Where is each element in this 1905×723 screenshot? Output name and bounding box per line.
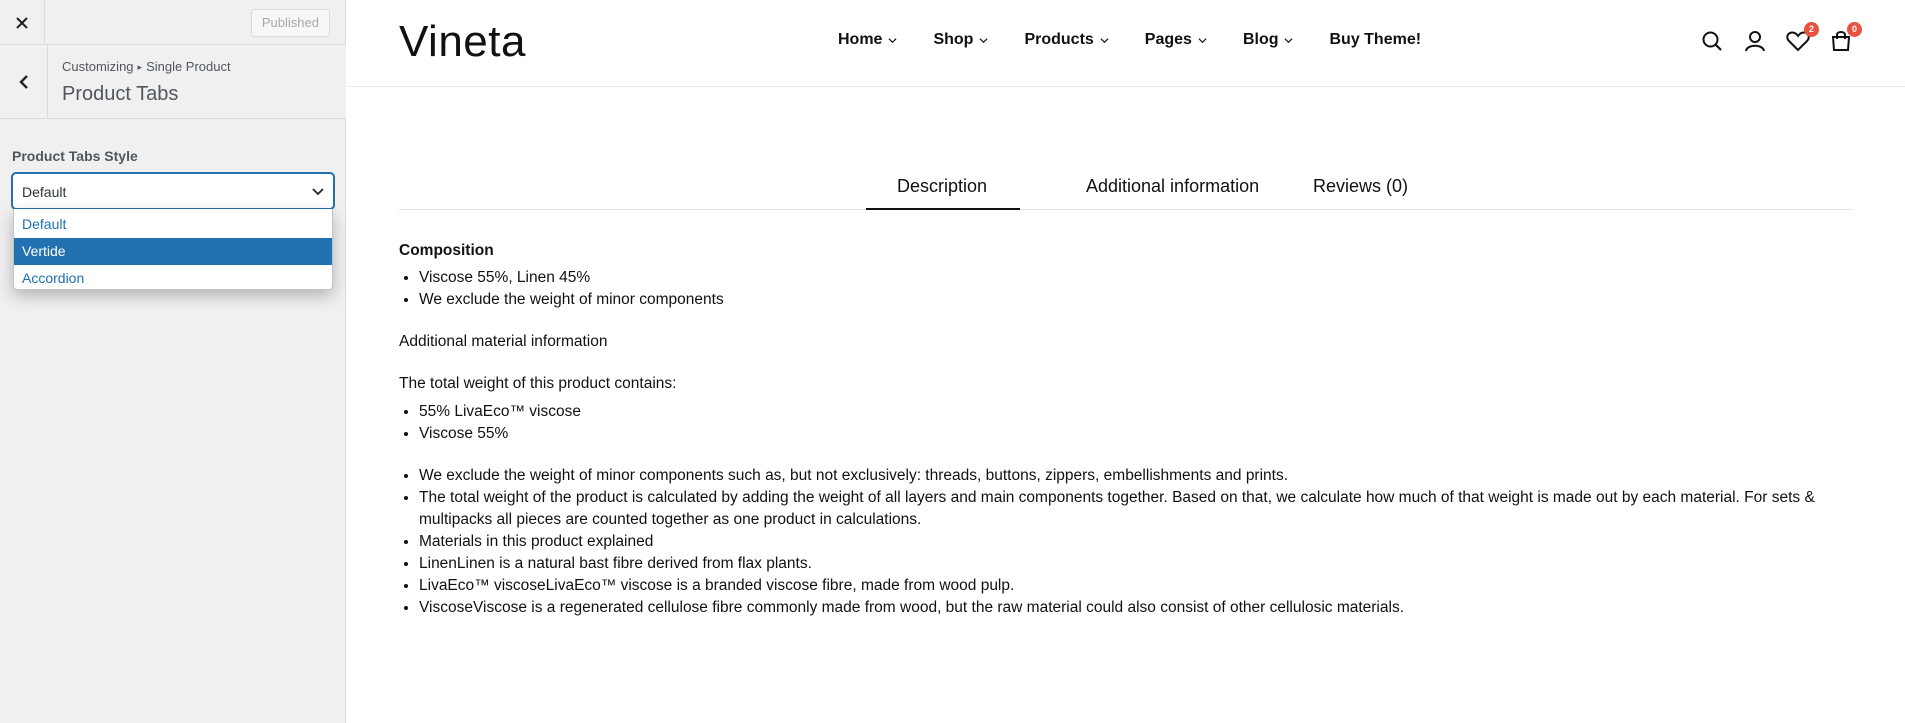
section-header bbox=[0, 45, 346, 119]
nav-label: Pages bbox=[1144, 31, 1192, 48]
account-button[interactable] bbox=[1742, 28, 1768, 54]
list-item: • Materials in this product explained bbox=[419, 531, 1853, 553]
chevron-down-icon bbox=[311, 184, 325, 198]
composition-heading: Composition bbox=[399, 242, 494, 259]
nav-label: Products bbox=[1024, 31, 1094, 48]
active-tab-indicator bbox=[866, 208, 1020, 210]
search-button[interactable] bbox=[1699, 28, 1725, 54]
list-item: • We exclude the weight of minor components such as, but not exclusively: threads, buttons, zippers, embellishments and prints. bbox=[419, 465, 1853, 487]
list-item: • LinenLinen is a natural bast fibre derived from flax plants. bbox=[419, 553, 1853, 575]
wishlist-button[interactable] bbox=[1785, 24, 1814, 54]
search-icon bbox=[1701, 30, 1723, 52]
chevron-down-icon bbox=[1284, 36, 1293, 45]
composition-list bbox=[399, 267, 1853, 311]
description-panel bbox=[399, 240, 1853, 619]
list-item: • We exclude the weight of minor components bbox=[419, 289, 1853, 311]
customizer-sidebar bbox=[0, 0, 346, 723]
header-icons bbox=[1699, 24, 1857, 54]
user-icon bbox=[1744, 30, 1766, 52]
nav-label: Blog bbox=[1242, 31, 1279, 48]
chevron-down-icon bbox=[888, 36, 897, 45]
customizer-header bbox=[0, 0, 346, 45]
publish-button[interactable]: Published bbox=[251, 9, 330, 37]
additional-material-text: Additional material information bbox=[399, 333, 608, 350]
close-button[interactable] bbox=[0, 0, 45, 45]
breadcrumb-parent: Single Product bbox=[146, 59, 231, 74]
cart-button[interactable] bbox=[1828, 24, 1857, 54]
tab-additional-information[interactable]: Additional information bbox=[1086, 176, 1260, 196]
list-item: • Viscose 55% bbox=[419, 423, 1853, 445]
nav-home[interactable] bbox=[838, 31, 897, 49]
nav-blog[interactable] bbox=[1243, 31, 1294, 49]
site-logo[interactable]: Vineta bbox=[399, 17, 526, 66]
nav-products[interactable] bbox=[1024, 31, 1108, 49]
materials-list bbox=[399, 465, 1853, 619]
control-label: Product Tabs Style bbox=[12, 148, 138, 164]
section-title: Product Tabs bbox=[62, 83, 179, 105]
chevron-left-icon bbox=[19, 74, 29, 90]
total-weight-text: The total weight of this product contains: bbox=[399, 375, 677, 392]
breadcrumb-root: Customizing bbox=[62, 59, 134, 74]
nav-label: Shop bbox=[933, 31, 974, 48]
close-icon bbox=[16, 17, 28, 29]
nav-pages[interactable] bbox=[1145, 31, 1207, 49]
cart-count-badge: 0 bbox=[1847, 22, 1862, 37]
nav-shop[interactable] bbox=[933, 31, 988, 49]
option-default[interactable]: Default bbox=[22, 216, 67, 232]
product-tabs bbox=[399, 170, 1853, 210]
select-dropdown bbox=[13, 209, 333, 290]
breadcrumb bbox=[62, 59, 231, 74]
weight-list bbox=[399, 401, 1853, 445]
list-item: • 55% LivaEco™ viscose bbox=[419, 401, 1853, 423]
chevron-down-icon bbox=[1100, 36, 1109, 45]
list-item: • Viscose 55%, Linen 45% bbox=[419, 267, 1853, 289]
option-vertide[interactable]: Vertide bbox=[14, 238, 332, 265]
site-header bbox=[347, 0, 1905, 87]
option-accordion[interactable]: Accordion bbox=[22, 270, 85, 286]
list-item: • The total weight of the product is calculated by adding the weight of all layers and main components together. Based on that, we calculate how much of that weight is made out by each material. For sets & multipacks all pieces are counted together as one product in calculations. bbox=[419, 487, 1853, 531]
chevron-down-icon bbox=[979, 36, 988, 45]
product-tabs-style-select[interactable] bbox=[12, 173, 334, 209]
wishlist-count-badge: 2 bbox=[1804, 22, 1819, 37]
back-button[interactable] bbox=[0, 45, 48, 118]
list-item: • ViscoseViscose is a regenerated cellulose fibre commonly made from wood, but the raw material could also consist of other cellulosic materials. bbox=[419, 597, 1853, 619]
breadcrumb-separator-icon: ▸ bbox=[137, 62, 143, 72]
nav-buy-theme[interactable] bbox=[1329, 31, 1421, 49]
chevron-down-icon bbox=[1198, 36, 1207, 45]
nav-label: Home bbox=[838, 31, 883, 48]
main-nav bbox=[838, 31, 1421, 49]
select-value: Default bbox=[22, 184, 67, 200]
nav-label: Buy Theme! bbox=[1329, 31, 1422, 48]
tab-reviews[interactable]: Reviews (0) bbox=[1313, 176, 1409, 196]
list-item: • LivaEco™ viscoseLivaEco™ viscose is a branded viscose fibre, made from wood pulp. bbox=[419, 575, 1853, 597]
tab-description[interactable]: Description bbox=[897, 176, 988, 196]
site-preview bbox=[347, 0, 1905, 723]
